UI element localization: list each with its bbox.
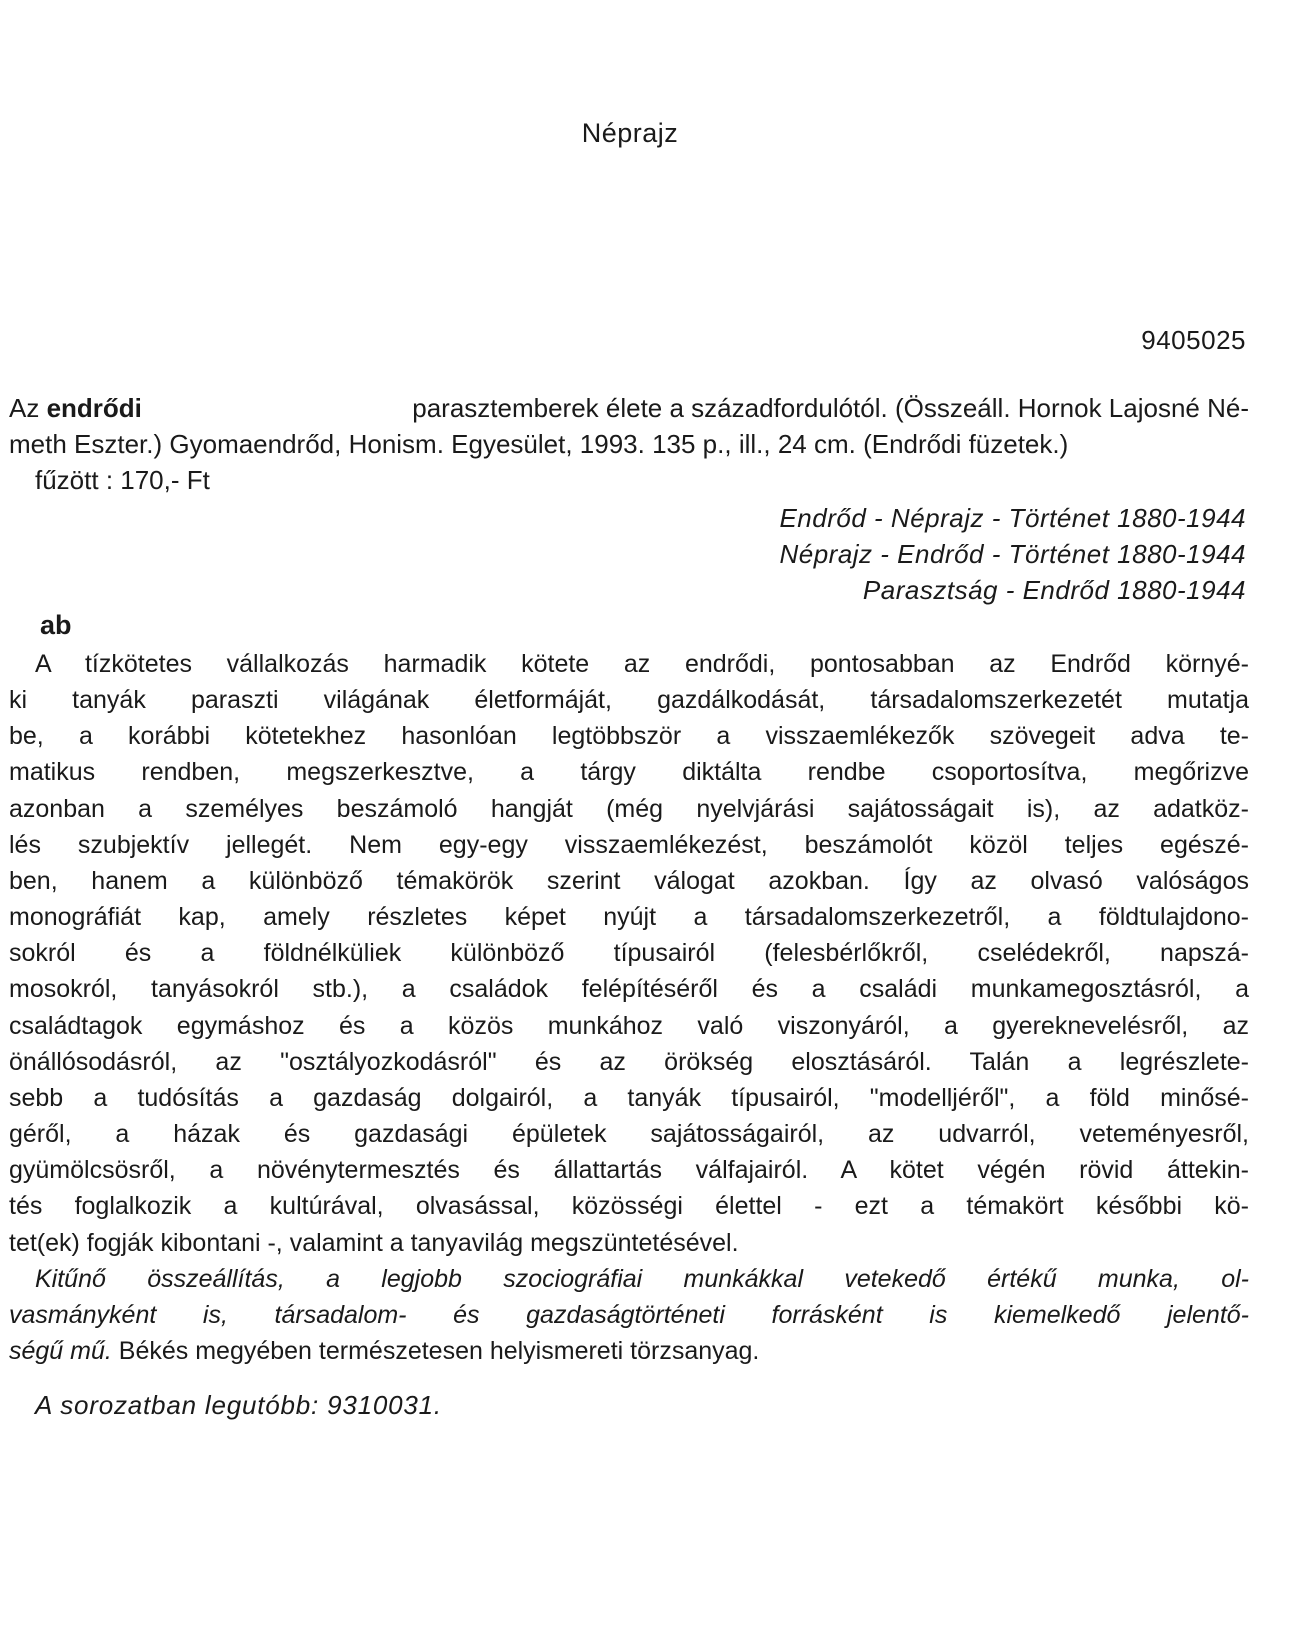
review-line: ki tanyák paraszti világának életformáját, gazdálkodását, társadalomszerkezetét mutatja: [9, 686, 1249, 715]
section-title: Néprajz: [581, 118, 679, 148]
bibliographic-entry: [9, 390, 1249, 498]
review-evaluation-line: Kitűnő összeállítás, a legjobb szociográfiai munkákkal vetekedő értékű munka, ol-: [35, 1264, 1249, 1293]
review-line: ben, hanem a különböző témakörök szerint válogat azokban. Így az olvasó valóságos: [9, 866, 1249, 895]
review-evaluation-line: vasmányként is, társadalom- és gazdaságtörténeti forrásként is kiemelkedő jelentő-: [9, 1300, 1249, 1329]
review-line: tés foglalkozik a kultúrával, olvasással, közösségi élettel - ezt a témakört későbbi kö-: [9, 1192, 1249, 1221]
review-line: sebb a tudósítás a gazdaság dolgairól, a tanyák típusairól, "modelljéről", a föld minősé-: [9, 1083, 1249, 1112]
review-line: A tízkötetes vállalkozás harmadik kötete az endrődi, pontosabban az Endrőd környé-: [35, 650, 1249, 678]
biblio-line-2: meth Eszter.) Gyomaendrőd, Honism. Egyesület, 1993. 135 p., ill., 24 cm. (Endrődi füzetek.): [9, 429, 1069, 459]
subject-heading: Parasztság - Endrőd 1880-1944: [862, 575, 1246, 605]
review-line: lés szubjektív jellegét. Nem egy-egy visszaemlékezést, beszámolót közöl teljes egészé-: [9, 830, 1249, 859]
review-line: géről, a házak és gazdasági épületek sajátosságairól, az udvarról, veteményesről,: [9, 1120, 1249, 1149]
review-line: azonban a személyes beszámoló hangját (még nyelvjárási sajátosságait is), az adatköz-: [9, 794, 1249, 823]
biblio-bold-keyword: endrődi: [46, 393, 142, 423]
review-closing-italic: ségű mű.: [9, 1336, 112, 1365]
review-line: gyümölcsösről, a növénytermesztés és állattartás válfajairól. A kötet végén rövid áttekin-: [9, 1156, 1249, 1185]
series-note: A sorozatban legutóbb: 9310031.: [35, 1390, 442, 1420]
biblio-lead-word: Az: [9, 393, 40, 423]
subject-heading: Néprajz - Endrőd - Történet 1880-1944: [779, 539, 1246, 569]
review-line: önállósodásról, az "osztályozkodásról" és az örökség elosztásáról. Talán a legrészlete-: [9, 1047, 1249, 1076]
biblio-line-1: [9, 390, 1249, 426]
review-line: mosokról, tanyásokról stb.), a családok felépítéséről és a családi munkamegosztásról, a: [9, 975, 1249, 1004]
biblio-line-1-rest: parasztemberek élete a századfordulótól. (Összeáll. Hornok Lajosné Né-: [412, 393, 1249, 423]
review-text: [9, 646, 1249, 1369]
review-line: tet(ek) fogják kibontani -, valamint a tanyavilág megszüntetésével.: [9, 1228, 739, 1257]
reviewer-mark: ab: [40, 610, 72, 640]
review-line: sokról és a földnélküliek különböző típusairól (felesbérlőkről, cselédekről, napszá-: [9, 939, 1249, 968]
review-line: családtagok egymáshoz és a közös munkához való viszonyáról, a gyereknevelésről, az: [9, 1011, 1249, 1040]
record-id: 9405025: [1141, 325, 1246, 355]
review-line: monográfiát kap, amely részletes képet nyújt a társadalomszerkezetről, a földtulajdono-: [9, 903, 1249, 932]
review-closing-regular: Békés megyében természetesen helyismereti törzsanyag.: [111, 1336, 760, 1365]
review-closing-line: [9, 1333, 1249, 1369]
subject-heading: Endrőd - Néprajz - Történet 1880-1944: [779, 503, 1246, 533]
subject-headings: [779, 500, 1246, 608]
review-line: be, a korábbi kötetekhez hasonlóan legtöbbször a visszaemlékezők szövegeit adva te-: [9, 722, 1249, 751]
biblio-price-line: fűzött : 170,- Ft: [35, 465, 210, 495]
review-line: matikus rendben, megszerkesztve, a tárgy diktálta rendbe csoportosítva, megőrizve: [9, 758, 1249, 787]
